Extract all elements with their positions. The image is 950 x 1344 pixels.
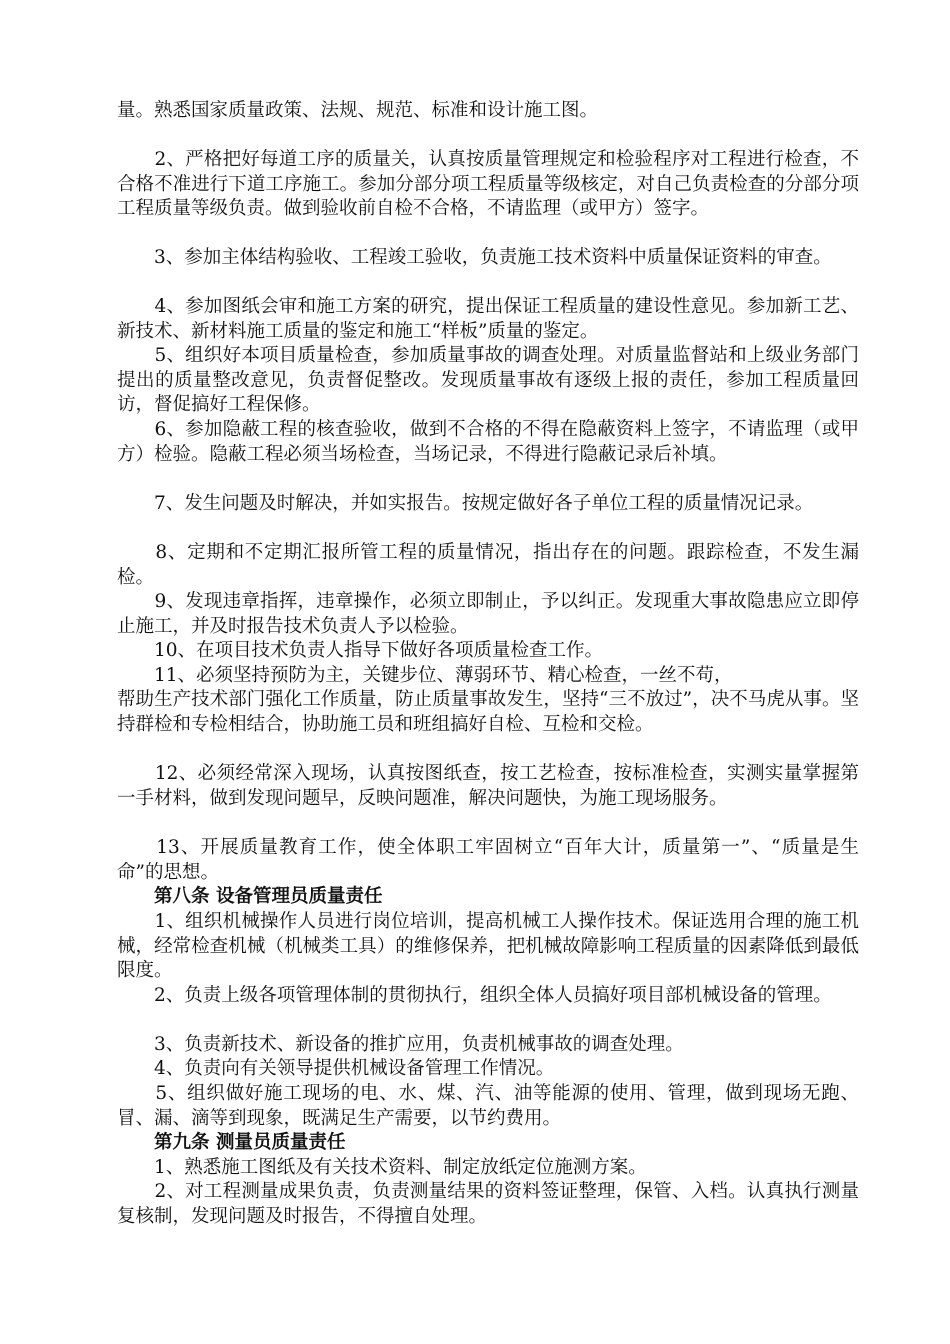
article-9-paragraph-1: 1、熟悉施工图纸及有关技术资料、制定放纸定位施测方案。 [117, 1157, 647, 1178]
article-9-heading: 第九条 测量员质量责任 [117, 1132, 346, 1153]
article-8-paragraph-4: 4、负责向有关领导提供机械设备管理工作情况。 [117, 1058, 555, 1079]
paragraph-4: 4、参加图纸会审和施工方案的研究，提出保证工程质量的建设性意见。参加新工艺、新技术、新材料施工质量的鉴定和施工“样板”质量的鉴定。 [117, 296, 859, 342]
paragraph-12: 12、必须经常深入现场，认真按图纸查，按工艺检查，按标准检查，实测实量掌握第一手材料，做到发现问题早，反映问题准，解决问题快，为施工现场服务。 [117, 763, 859, 809]
article-9-paragraph-2: 2、对工程测量成果负责，负责测量结果的资料签证整理，保管、入档。认真执行测量复核制，发现问题及时报告，不得擅自处理。 [117, 1181, 859, 1227]
article-8-paragraph-1: 1、组织机械操作人员进行岗位培训，提高机械工人操作技术。保证选用合理的施工机械，经常检查机械（机械类工具）的维修保养，把机械故障影响工程质量的因素降低到最低限度。 [117, 911, 859, 982]
paragraph-10: 10、在项目技术负责人指导下做好各项质量检查工作。 [117, 640, 604, 661]
paragraph-6: 6、参加隐蔽工程的核查验收，做到不合格的不得在隐蔽资料上签字，不请监理（或甲方）检验。隐蔽工程必须当场检查，当场记录，不得进行隐蔽记录后补填。 [117, 419, 859, 465]
paragraph-2: 2、严格把好每道工序的质量关，认真按质量管理规定和检验程序对工程进行检查，不合格不准进行下道工序施工。参加分部分项工程质量等级核定，对自己负责检查的分部分项工程质量等级负责。做到验收前自检不合格，不请监理（或甲方）签字。 [117, 149, 859, 220]
article-8-paragraph-2: 2、负责上级各项管理体制的贯彻执行，组织全体人员搞好项目部机械设备的管理。 [117, 985, 832, 1006]
paragraph-3: 3、参加主体结构验收、工程竣工验收，负责施工技术资料中质量保证资料的审查。 [117, 247, 832, 268]
paragraph-7: 7、发生问题及时解决，并如实报告。按规定做好各子单位工程的质量情况记录。 [117, 493, 814, 514]
article-8-paragraph-5: 5、组织做好施工现场的电、水、煤、汽、油等能源的使用、管理，做到现场无跑、冒、漏、滴等到现象，既满足生产需要，以节约费用。 [117, 1083, 859, 1129]
article-8-paragraph-3: 3、负责新技术、新设备的推扩应用，负责机械事故的调查处理。 [117, 1034, 684, 1055]
paragraph-11-continued: 帮助生产技术部门强化工作质量，防止质量事故发生，坚持“三不放过”，决不马虎从事。坚持群检和专检相结合，协助施工员和班组搞好自检、互检和交检。 [117, 689, 859, 735]
paragraph-5: 5、组织好本项目质量检查，参加质量事故的调查处理。对质量监督站和上级业务部门提出的质量整改意见，负责督促整改。发现质量事故有逐级上报的责任，参加工程质量回访，督促搞好工程保修。 [117, 345, 859, 416]
article-8-heading: 第八条 设备管理员质量责任 [117, 886, 383, 907]
paragraph-13: 13、开展质量教育工作，使全体职工牢固树立“百年大计，质量第一”、“质量是生命”的思想。 [117, 837, 859, 883]
paragraph-9: 9、发现违章指挥，违章操作，必须立即制止，予以纠正。发现重大事故隐患应立即停止施工，并及时报告技术负责人予以检验。 [117, 591, 859, 637]
paragraph-11: 11、必须坚持预防为主，关键步位、薄弱环节、精心检查，一丝不苟， [117, 665, 733, 686]
lead-line: 量。熟悉国家质量政策、法规、规范、标准和设计施工图。 [117, 100, 599, 121]
paragraph-8: 8、定期和不定期汇报所管工程的质量情况，指出存在的问题。跟踪检查，不发生漏检。 [117, 542, 859, 588]
